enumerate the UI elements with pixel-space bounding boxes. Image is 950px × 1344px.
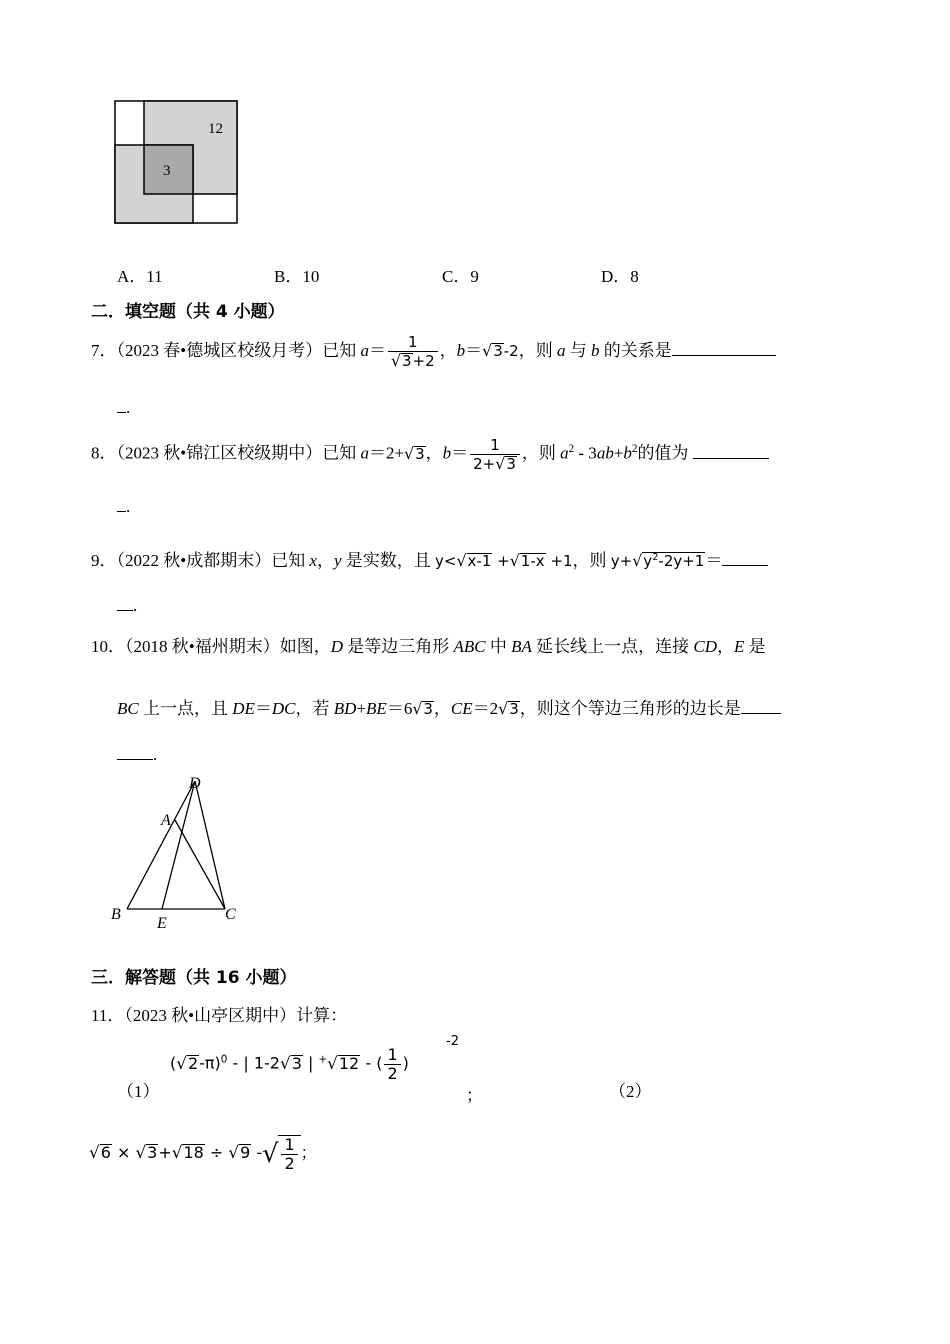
q7-plus2: +2 xyxy=(412,351,435,370)
big-square-label: 12 xyxy=(208,121,223,137)
q8-sup2: 2 xyxy=(568,443,575,455)
q8-eq: ＝ xyxy=(451,443,469,463)
q9-blank-continued xyxy=(117,596,137,616)
q8-den-2plus: 2+ xyxy=(473,454,496,473)
q8-end: . xyxy=(126,497,131,516)
q9-rad-b: 1-x xyxy=(520,552,545,570)
q10-CD: CD xyxy=(693,637,717,656)
q10-BD: BD xyxy=(333,699,357,718)
q8-sup2-b: 2 xyxy=(631,443,638,455)
q7-minus2: -2 xyxy=(503,342,519,360)
q7-rad3: 3 xyxy=(402,351,412,370)
q7-source: （2023 春•德城区校级月考）已知 xyxy=(116,341,361,360)
label-E: E xyxy=(157,915,167,932)
q7-rad3-b: 3 xyxy=(493,342,503,360)
q9-answer-blank[interactable] xyxy=(722,565,768,566)
q7-fraction: $\frac{1}{√3+2}$ xyxy=(388,334,438,369)
q10-blank-continued xyxy=(117,745,157,765)
q8-rad3-den: 3 xyxy=(506,454,516,473)
option-a: A．11 xyxy=(117,267,163,286)
q9-plus1: +1 xyxy=(550,552,573,570)
q7-frac-num: 1 xyxy=(388,334,438,352)
q10-plus: + xyxy=(356,699,367,718)
q7-var-a: a xyxy=(360,341,369,360)
q11-expression-2: √6 × √3+√18 ÷ √9 -√ $\frac{1}{2}$ ； xyxy=(89,1135,317,1173)
q8-var-b: b xyxy=(442,443,452,463)
q8-number: 8． xyxy=(91,443,117,463)
q10-source: （2018 秋•福州期末）如图， xyxy=(125,637,331,656)
q8-fraction: $\frac{1}{2+√3}$ xyxy=(470,437,520,472)
q11-half-den: 2 xyxy=(387,1063,398,1083)
q8-comma: ， xyxy=(425,443,443,463)
q10-ABC: ABC xyxy=(453,637,486,656)
q11-open: ( xyxy=(170,1053,177,1073)
option-b: B．10 xyxy=(274,267,320,286)
q10-BC: BC xyxy=(117,699,139,718)
q7-var-b: b xyxy=(456,341,466,360)
option-d: D．8 xyxy=(601,267,639,286)
q10-blank-tail[interactable] xyxy=(117,759,153,760)
q9-end: . xyxy=(133,596,138,615)
q9-real: 是实数，且 xyxy=(341,551,436,570)
q11-rad2: 2 xyxy=(187,1053,199,1073)
label-B: B xyxy=(111,906,121,923)
q8-then: ，则 xyxy=(521,443,561,463)
q11-times: × xyxy=(111,1143,136,1163)
q9-blank-tail[interactable] xyxy=(117,610,133,611)
q9-y-lt: y< xyxy=(435,552,457,570)
q7-answer-blank[interactable] xyxy=(672,355,776,356)
q8-rad3: 3 xyxy=(415,444,425,463)
q10-D: D xyxy=(330,637,343,656)
q10-t4: ， xyxy=(717,637,734,656)
q8-frac-num: 1 xyxy=(470,437,520,455)
q9-eq: ＝ xyxy=(705,551,723,570)
q10-BA: BA xyxy=(511,637,532,656)
q8-source: （2023 秋•锦江区校级期中）已知 xyxy=(116,443,361,463)
q9-then: ，则 xyxy=(572,551,611,570)
q7-tail1: ，则 xyxy=(518,341,557,360)
q7-eq-b: ＝ xyxy=(465,341,483,360)
q7-end: . xyxy=(126,398,131,417)
q9-rad-a: x-1 xyxy=(467,552,492,570)
q8-plus: + xyxy=(613,443,624,463)
q10-eq6: ＝6 xyxy=(386,699,413,718)
q10-t7: ＝ xyxy=(254,699,272,718)
q7-blank-tail[interactable] xyxy=(117,412,126,413)
q10-t3: 延长线上一点，连接 xyxy=(531,637,694,656)
q11-paren-close: ) xyxy=(402,1053,409,1073)
q9-rad-c: y xyxy=(643,552,653,570)
q11-source: （2023 秋•山亭区期中）计算： xyxy=(124,1006,348,1025)
q8-blank-tail[interactable] xyxy=(117,511,126,512)
q8-eq-2plus: ＝2+ xyxy=(368,443,405,463)
q8-ab: ab xyxy=(596,443,614,463)
q10-t5: 是 xyxy=(744,637,766,656)
q9-comma: ， xyxy=(317,551,334,570)
q9-var-y: y xyxy=(334,551,342,570)
q7-var-a2: a xyxy=(556,341,566,360)
q11-minus-pi: -π xyxy=(199,1053,215,1073)
q10-rad3: 3 xyxy=(423,700,433,718)
q10-t8: ，若 xyxy=(295,699,334,718)
overlapping-squares-figure xyxy=(110,96,242,228)
label-D: D xyxy=(189,775,201,792)
label-A: A xyxy=(161,812,171,829)
q9-plus: + xyxy=(497,552,510,570)
section-solve-title: 三．解答题（共 16 小题） xyxy=(91,968,297,988)
q10-rad3-b: 3 xyxy=(509,700,519,718)
q7-number: 7． xyxy=(91,341,117,360)
q8-var-a: a xyxy=(360,443,369,463)
q11-rad18: 18 xyxy=(183,1143,204,1163)
q9-number: 9． xyxy=(91,551,117,570)
triangle-figure xyxy=(105,768,250,933)
q7-blank-continued xyxy=(117,398,130,418)
q11-rad3: 3 xyxy=(291,1053,302,1073)
option-c: C．9 xyxy=(442,267,479,286)
q8-b2: b xyxy=(623,443,632,463)
q11-abs-close: | xyxy=(302,1053,314,1073)
question-11 xyxy=(91,1001,347,1026)
q11-rad9: 9 xyxy=(240,1143,251,1163)
q10-t6: 上一点，且 xyxy=(138,699,233,718)
section-fill-in-title: 二．填空题（共 4 小题） xyxy=(91,302,285,322)
q10-number: 10． xyxy=(91,637,125,656)
q10-CE: CE xyxy=(450,699,473,718)
q8-value: 的值为 xyxy=(637,443,689,463)
label-C: C xyxy=(225,906,236,923)
q11-rad6: 6 xyxy=(100,1143,111,1163)
q7-tail3: 的关系是 xyxy=(599,341,672,360)
q10-E: E xyxy=(734,637,745,656)
q10-eq2: ＝2 xyxy=(472,699,499,718)
q10-t9: ，则这个等边三角形的边长是 xyxy=(519,699,741,718)
q11-minus-abs: - | 1-2 xyxy=(232,1053,280,1073)
q11-number: 11． xyxy=(91,1006,125,1025)
q8-blank-continued xyxy=(117,497,130,517)
q7-eq: ＝ xyxy=(368,341,386,360)
q9-source: （2022 秋•成都期末）已知 xyxy=(116,551,310,570)
question-10-line2: BC 上一点，且 DE＝DC，若 BD+BE＝6√3，CE＝2√3，则这个等边三角形的边长是 xyxy=(117,694,781,719)
q10-t2: 中 xyxy=(485,637,512,656)
q11-div: ÷ xyxy=(204,1143,229,1163)
q11-minus: - xyxy=(256,1143,263,1163)
q11-half-num: 1 xyxy=(384,1046,400,1065)
q7-var-b2: b xyxy=(590,341,600,360)
q10-comma: ， xyxy=(433,699,451,718)
q10-BE: BE xyxy=(366,699,387,718)
q9-rad-c-tail: -2y+1 xyxy=(658,552,705,570)
q10-DC: DC xyxy=(271,699,296,718)
q7-comma: ， xyxy=(439,341,457,360)
q11-minus-paren: - ( xyxy=(365,1053,383,1073)
question-10-line1 xyxy=(91,632,766,657)
q7-tail2: 与 xyxy=(565,341,591,360)
q11-expression-1: $(√2-\pi)^0$ - | 1-2√3 | +√12 - ( $\frac{1}{2}$ ) xyxy=(170,1045,409,1083)
question-9: 9．（2022 秋•成都期末）已知 x，y 是实数，且 y<√x-1 +√1-x +1，则 $y+√y^2-2y+1=$ xyxy=(91,543,768,579)
q11-part2-label: （2） xyxy=(609,1082,652,1101)
q11-rad12: 12 xyxy=(338,1053,360,1073)
q11-hnum: 1 xyxy=(281,1136,297,1155)
q11-part1-label: （1） xyxy=(117,1082,160,1101)
question-7: 7．（2023 春•德城区校级月考）已知 a＝ $\frac{1}{√3+2}$ ，b＝√3-2，则 a 与 b 的关系是 xyxy=(91,333,776,370)
q11-sup-minus2: -2 xyxy=(446,1034,459,1049)
q11-sup0: 0 xyxy=(220,1053,228,1066)
q9-sup2: 2 xyxy=(652,552,659,563)
q9-var-x: x xyxy=(309,551,317,570)
q8-answer-blank[interactable] xyxy=(693,458,769,459)
q11-plus2: + xyxy=(158,1143,172,1163)
q11-semicolon-1: ； xyxy=(466,1086,483,1105)
q10-DE: DE xyxy=(232,699,255,718)
q11-plus: + xyxy=(318,1053,328,1066)
q11-close: ) xyxy=(214,1053,221,1073)
small-square-label: 3 xyxy=(163,163,171,179)
q9-y-plus: y+ xyxy=(610,552,633,570)
q11-rad3b: 3 xyxy=(147,1143,158,1163)
q8-a2: a xyxy=(560,443,569,463)
question-8: 8．（2023 秋•锦江区校级期中）已知 a＝2+√3，b＝ $\frac{1}{2+√3}$ ，则 $a^2 - 3ab+b^2$的值为 xyxy=(91,431,769,472)
q10-answer-blank[interactable] xyxy=(741,713,781,714)
q10-end: . xyxy=(153,745,158,764)
q8-minus3: - 3 xyxy=(574,443,597,463)
q11-hden: 2 xyxy=(284,1153,295,1173)
q10-t1: 是等边三角形 xyxy=(342,637,454,656)
q11-semicolon-2: ； xyxy=(300,1143,317,1163)
